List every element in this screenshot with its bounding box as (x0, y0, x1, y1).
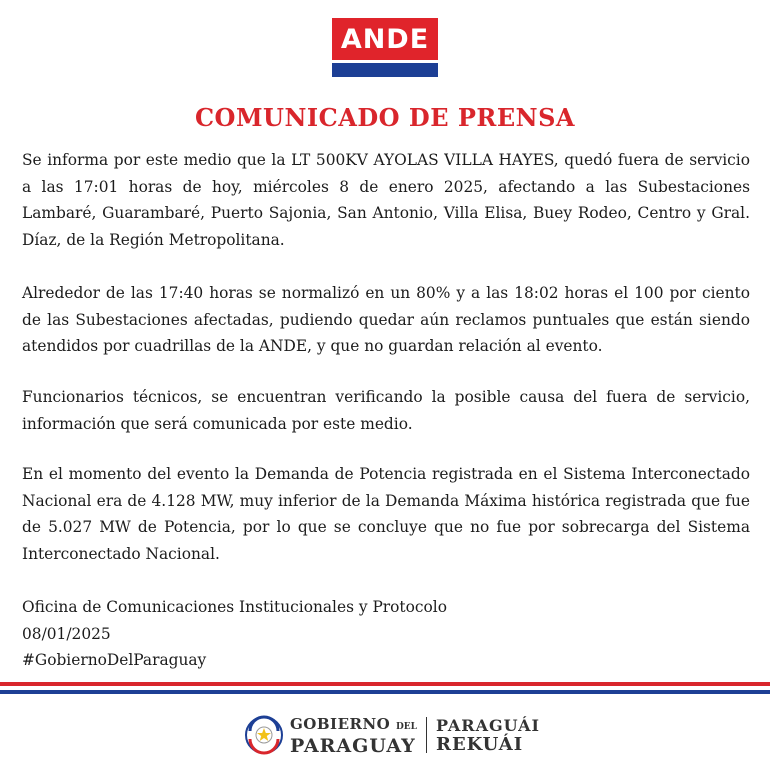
gov-word-small: DEL (395, 721, 417, 732)
page-title: COMUNICADO DE PRENSA (194, 103, 576, 132)
paragraph-1: Se informa por este medio que la LT 500KV AYOLAS VILLA HAYES, quedó fuera de servicio a las 17:01 horas de hoy, miércoles 8 de enero 2025, afectando a las Subestaciones Lambaré, Guarambaré, Puerto Sajonia, San Antonio, Villa Elisa, Buey Rodeo, Centro y Gral. Díaz, de la Región Metropolitana. (22, 151, 750, 249)
government-footer (244, 712, 540, 758)
paraguay-seal-icon (244, 715, 284, 755)
stripe-blue (0, 690, 770, 694)
ande-logo-text: ANDE (332, 18, 438, 60)
signature-office: Oficina de Comunicaciones Institucionales y Protocolo (22, 598, 447, 616)
rekuai-line1: PARAGUÁI (435, 716, 540, 735)
rekuai-line2: REKUÁI (435, 734, 524, 755)
flag-stripes (0, 682, 770, 694)
paraguai-rekuai-text (436, 716, 540, 754)
signature-block (22, 594, 750, 674)
paragraph-2: Alrededor de las 17:40 horas se normalizó en un 80% y a las 18:02 horas el 100 por ciento de las Subestaciones afectadas, pudiendo quedar aún reclamos puntuales que están siendo atendidos por cuadrillas de la ANDE, y que no guardan relación al evento. (22, 284, 750, 355)
gobierno-paraguay-text (290, 715, 417, 756)
gov-word2: PARAGUAY (290, 734, 416, 757)
footer-divider (426, 717, 427, 753)
signature-hashtag: #GobiernoDelParaguay (22, 651, 207, 669)
paragraph-3: Funcionarios técnicos, se encuentran verificando la posible causa del fuera de servicio, información que será comunicada por este medio. (22, 388, 750, 433)
paragraph-4: En el momento del evento la Demanda de Potencia registrada en el Sistema Interconectado Nacional era de 4.128 MW, muy inferior de la Demanda Máxima histórica registrada que fue de 5.027 MW de Potencia, por lo que se concluye que no fue por sobrecarga del Sistema Interconectado Nacional. (22, 465, 750, 563)
signature-date: 08/01/2025 (22, 624, 111, 643)
gov-word1: GOBIERNO (290, 714, 391, 733)
ande-logo (332, 18, 438, 77)
logo-blue-bar (332, 63, 438, 77)
